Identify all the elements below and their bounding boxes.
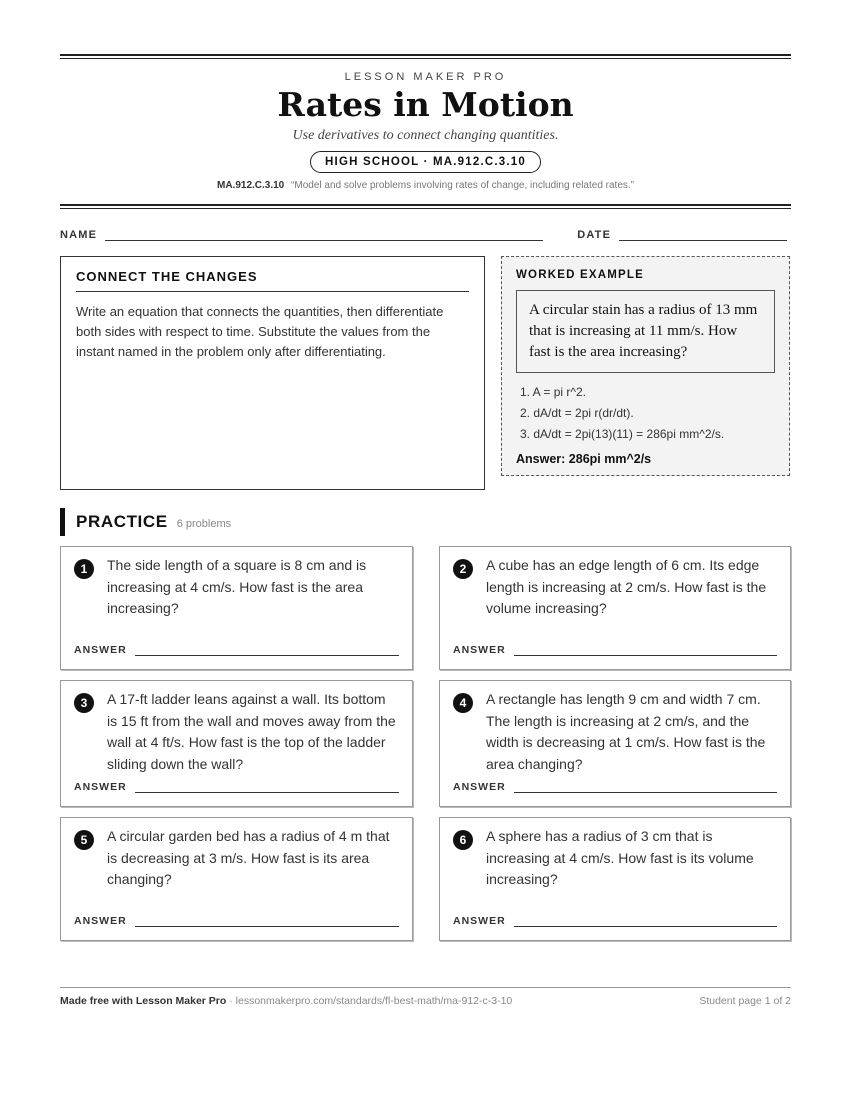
page-title: Rates in Motion	[277, 85, 574, 124]
worked-step: 2. dA/dt = 2pi r(dr/dt).	[520, 406, 634, 420]
answer-label: ANSWER	[74, 644, 127, 656]
name-field[interactable]	[105, 229, 543, 241]
badge-wrapper	[60, 151, 791, 173]
answer-label: ANSWER	[453, 915, 506, 927]
problem-text: A circular garden bed has a radius of 4 m that is decreasing at 3 m/s. How fast is its area changing?	[107, 828, 390, 887]
answer-field[interactable]	[135, 647, 399, 656]
standard-line	[60, 180, 791, 191]
problem-card-3	[60, 680, 413, 807]
page-subtitle: Use derivatives to connect changing quantities.	[292, 128, 559, 143]
worked-answer: Answer: 286pi mm^2/s	[516, 452, 652, 466]
worked-heading: WORKED EXAMPLE	[516, 269, 644, 281]
standard-text: “Model and solve problems involving rates of change, including related rates.”	[291, 180, 634, 191]
answer-field[interactable]	[514, 918, 777, 927]
practice-grid	[60, 546, 791, 941]
answer-label: ANSWER	[453, 781, 506, 793]
problem-card-5	[60, 817, 413, 941]
worked-steps	[516, 382, 775, 445]
problem-card-6	[439, 817, 791, 941]
problem-number: 1	[74, 559, 94, 579]
answer-label: ANSWER	[74, 781, 127, 793]
worksheet-page	[60, 54, 791, 941]
name-date-row	[60, 229, 791, 241]
connect-heading: CONNECT THE CHANGES	[76, 269, 469, 292]
worked-step: 1. A = pi r^2.	[520, 385, 587, 399]
practice-count: 6 problems	[176, 518, 232, 530]
answer-row	[74, 781, 399, 793]
answer-field[interactable]	[514, 647, 777, 656]
intro-boxes	[60, 256, 791, 490]
standard-code: MA.912.C.3.10	[216, 180, 285, 191]
date-field[interactable]	[619, 229, 787, 241]
footer-url[interactable]: · lessonmakerpro.com/standards/fl-best-math/ma-912-c-3-10	[226, 995, 513, 1007]
page-footer	[60, 987, 791, 1007]
level-badge: HIGH SCHOOL · MA.912.C.3.10	[310, 151, 541, 173]
problem-card-4	[439, 680, 791, 807]
problem-text: The side length of a square is 8 cm and is increasing at 4 cm/s. How fast is the area increasing?	[107, 557, 367, 616]
answer-field[interactable]	[135, 784, 399, 793]
problem-card-1	[60, 546, 413, 670]
problem-number: 2	[453, 559, 473, 579]
practice-header	[60, 508, 791, 536]
worked-problem: A circular stain has a radius of 13 mm that is increasing at 11 mm/s. How fast is the area increasing?	[516, 290, 775, 373]
answer-label: ANSWER	[453, 644, 506, 656]
footer-credit	[60, 995, 512, 1007]
connect-text: Write an equation that connects the quantities, then differentiate both sides with respect to time. Substitute the values from the instant named in the problem only after differentiating.	[76, 304, 444, 359]
worked-example-box	[501, 256, 790, 476]
answer-row	[453, 915, 777, 927]
brand-name: LESSON MAKER PRO	[344, 71, 507, 83]
problem-text: A rectangle has length 9 cm and width 7 cm. The length is increasing at 2 cm/s, and the width is decreasing at 1 cm/s. How fast is the area changing?	[486, 691, 766, 772]
practice-title: PRACTICE	[76, 512, 168, 531]
problem-number: 6	[453, 830, 473, 850]
worked-step: 3. dA/dt = 2pi(13)(11) = 286pi mm^2/s.	[520, 427, 725, 441]
answer-label: ANSWER	[74, 915, 127, 927]
header-bottom-rule	[60, 204, 791, 209]
connect-box	[60, 256, 485, 490]
answer-field[interactable]	[514, 784, 777, 793]
date-label: DATE	[577, 229, 612, 241]
footer-page-number: Student page 1 of 2	[699, 995, 791, 1007]
problem-text: A cube has an edge length of 6 cm. Its edge length is increasing at 2 cm/s. How fast is the volume increasing?	[486, 557, 767, 616]
problem-text: A 17-ft ladder leans against a wall. Its bottom is 15 ft from the wall and moves away from the wall at 4 ft/s. How fast is the top of the ladder sliding down the wall?	[107, 691, 396, 772]
answer-field[interactable]	[135, 918, 399, 927]
answer-row	[453, 781, 777, 793]
name-label: NAME	[60, 229, 98, 241]
answer-row	[453, 644, 777, 656]
problem-number: 5	[74, 830, 94, 850]
answer-row	[74, 915, 399, 927]
answer-row	[74, 644, 399, 656]
problem-card-2	[439, 546, 791, 670]
footer-made-with: Made free with Lesson Maker Pro	[60, 995, 227, 1007]
problem-number: 3	[74, 693, 94, 713]
problem-number: 4	[453, 693, 473, 713]
problem-text: A sphere has a radius of 3 cm that is increasing at 4 cm/s. How fast is its volume increasing?	[486, 828, 754, 887]
top-rule	[60, 54, 791, 59]
